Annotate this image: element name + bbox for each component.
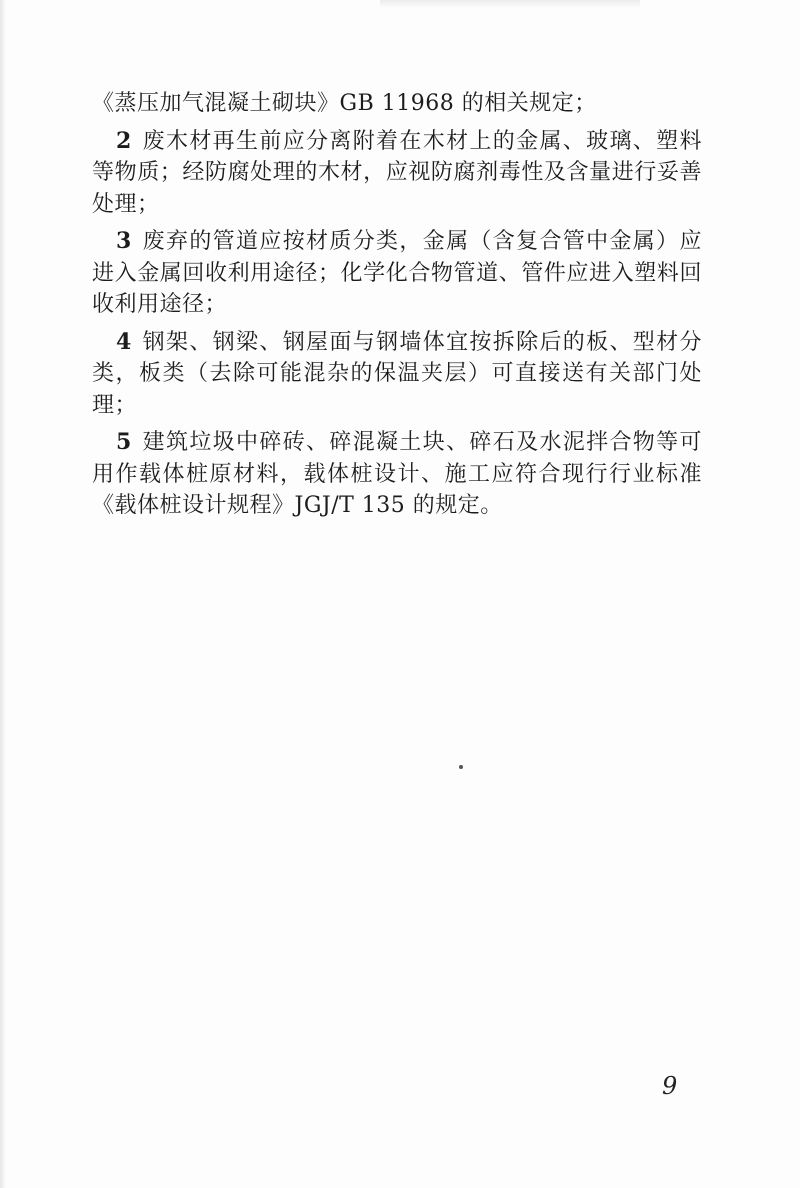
page-number: 9 [662, 1072, 678, 1100]
item-text: 废弃的管道应按材质分类，金属（含复合管中金属）应进入金属回收利用途径；化学化合物管道、管件应进入塑料回收利用途径； [92, 229, 702, 317]
item-text: 钢架、钢梁、钢屋面与钢墙体宜按拆除后的板、型材分类，板类（去除可能混杂的保温夹层）可直接送有关部门处理； [92, 329, 702, 418]
bleed-through-mark [380, 0, 640, 8]
list-item-5 [92, 427, 702, 522]
stray-dot [459, 765, 463, 769]
paragraph-text: 《蒸压加气混凝土砌块》GB 11968 的相关规定； [92, 91, 597, 116]
list-item-3 [92, 226, 702, 321]
page-edge-shadow [0, 0, 6, 1188]
item-number: 5 [116, 429, 132, 455]
list-item-4 [92, 327, 702, 422]
paragraph-continuation [92, 88, 702, 120]
body-text [92, 88, 702, 528]
list-item-2 [92, 126, 702, 221]
item-number: 2 [116, 127, 132, 154]
item-text: 建筑垃圾中碎砖、碎混凝土块、碎石及水泥拌合物等可用作载体桩原材料，载体桩设计、施工应符合现行行业标准《载体桩设计规程》JGJ/T 135 的规定。 [92, 430, 702, 518]
item-number: 4 [116, 328, 132, 355]
item-number: 3 [116, 228, 132, 254]
item-text: 废木材再生前应分离附着在木材上的金属、玻璃、塑料等物质；经防腐处理的木材，应视防腐剂毒性及含量进行妥善处理； [92, 128, 702, 217]
